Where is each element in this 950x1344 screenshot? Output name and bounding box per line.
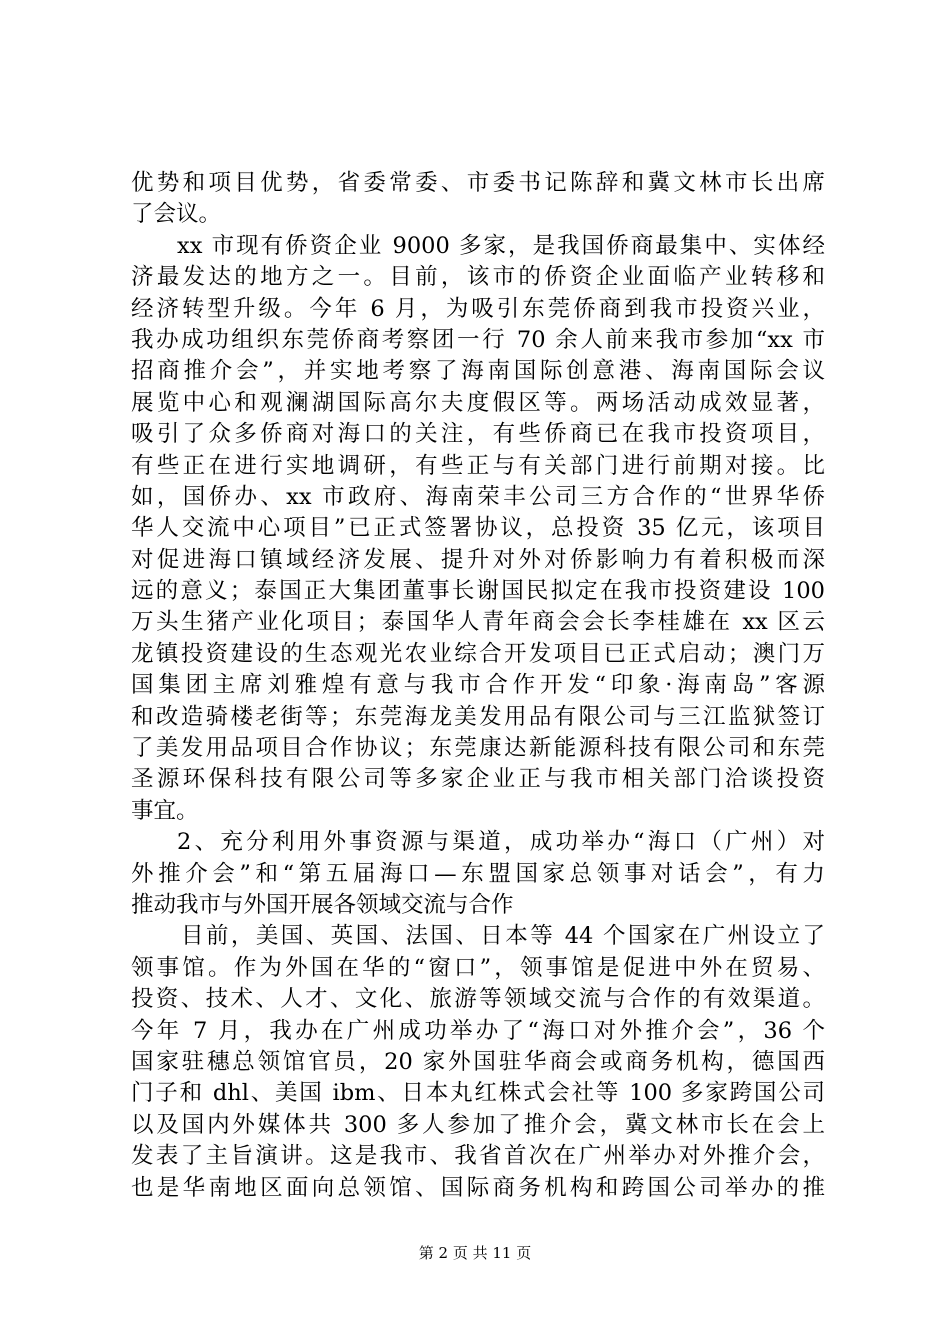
text-line: 有些正在进行实地调研，有些正与有关部门进行前期对接。比 bbox=[131, 452, 825, 479]
section-heading-line: 2、充分利用外事资源与渠道，成功举办“海口（广州）对 bbox=[177, 829, 825, 856]
page-number-footer: 第 2 页 共 11 页 bbox=[418, 1244, 532, 1262]
text-line: 国集团主席刘雅煌有意与我市合作开发“印象·海南岛”客源 bbox=[131, 672, 825, 699]
text-line: 国家驻穗总领馆官员，20 家外国驻华商会或商务机构，德国西 bbox=[131, 1048, 825, 1075]
text-line: 以及国内外媒体共 300 多人参加了推介会，冀文林市长在会上 bbox=[131, 1111, 825, 1138]
text-line: 领事馆。作为外国在华的“窗口”，领事馆是促进中外在贸易、 bbox=[131, 954, 825, 981]
text-line: 展览中心和观澜湖国际高尔夫度假区等。两场活动成效显著， bbox=[131, 389, 825, 416]
text-line: 龙镇投资建设的生态观光农业综合开发项目已正式启动；澳门万 bbox=[131, 640, 825, 667]
text-line: 和改造骑楼老街等；东莞海龙美发用品有限公司与三江监狱签订 bbox=[131, 703, 825, 730]
text-line: 华人交流中心项目”已正式签署协议，总投资 35 亿元，该项目 bbox=[131, 515, 825, 542]
text-line: 了会议。 bbox=[131, 201, 222, 228]
section-heading-line: 推动我市与外国开展各领域交流与合作 bbox=[131, 891, 514, 918]
text-line: 吸引了众多侨商对海口的关注，有些侨商已在我市投资项目， bbox=[131, 421, 825, 448]
document-body bbox=[131, 168, 825, 1204]
text-line: 今年 7 月，我办在广州成功举办了“海口对外推介会”，36 个 bbox=[131, 1017, 825, 1044]
text-line: 了美发用品项目合作协议；东莞康达新能源科技有限公司和东莞 bbox=[131, 735, 825, 762]
text-line: 目前，美国、英国、法国、日本等 44 个国家在广州设立了 bbox=[181, 923, 825, 950]
text-line: 发表了主旨演讲。这是我市、我省首次在广州举办对外推介会， bbox=[131, 1143, 825, 1170]
text-line: 圣源环保科技有限公司等多家企业正与我市相关部门洽谈投资 bbox=[131, 766, 825, 793]
section-heading-line: 外推介会”和“第五届海口—东盟国家总领事对话会”，有力 bbox=[131, 860, 825, 887]
text-line: 事宜。 bbox=[131, 797, 199, 824]
text-line: 门子和 dhl、美国 ibm、日本丸红株式会社等 100 多家跨国公司 bbox=[131, 1080, 825, 1107]
text-line: 对促进海口镇域经济发展、提升对外对侨影响力有着积极而深 bbox=[131, 546, 825, 573]
text-line: xx 市现有侨资企业 9000 多家，是我国侨商最集中、实体经 bbox=[177, 232, 825, 259]
text-line: 也是华南地区面向总领馆、国际商务机构和跨国公司举办的推 bbox=[131, 1174, 825, 1201]
text-line: 经济转型升级。今年 6 月，为吸引东莞侨商到我市投资兴业， bbox=[131, 295, 825, 322]
text-line: 优势和项目优势，省委常委、市委书记陈辞和冀文林市长出席 bbox=[131, 170, 825, 196]
text-line: 远的意义；泰国正大集团董事长谢国民拟定在我市投资建设 100 bbox=[131, 578, 825, 605]
text-line: 招商推介会”，并实地考察了海南国际创意港、海南国际会议 bbox=[131, 358, 825, 385]
text-line: 万头生猪产业化项目；泰国华人青年商会会长李桂雄在 xx 区云 bbox=[131, 609, 825, 636]
text-line: 如，国侨办、xx 市政府、海南荣丰公司三方合作的“世界华侨 bbox=[131, 483, 825, 510]
text-line: 投资、技术、人才、文化、旅游等领域交流与合作的有效渠道。 bbox=[131, 986, 825, 1013]
text-line: 济最发达的地方之一。目前，该市的侨资企业面临产业转移和 bbox=[131, 264, 825, 291]
text-line: 我办成功组织东莞侨商考察团一行 70 余人前来我市参加“xx 市 bbox=[131, 326, 825, 353]
